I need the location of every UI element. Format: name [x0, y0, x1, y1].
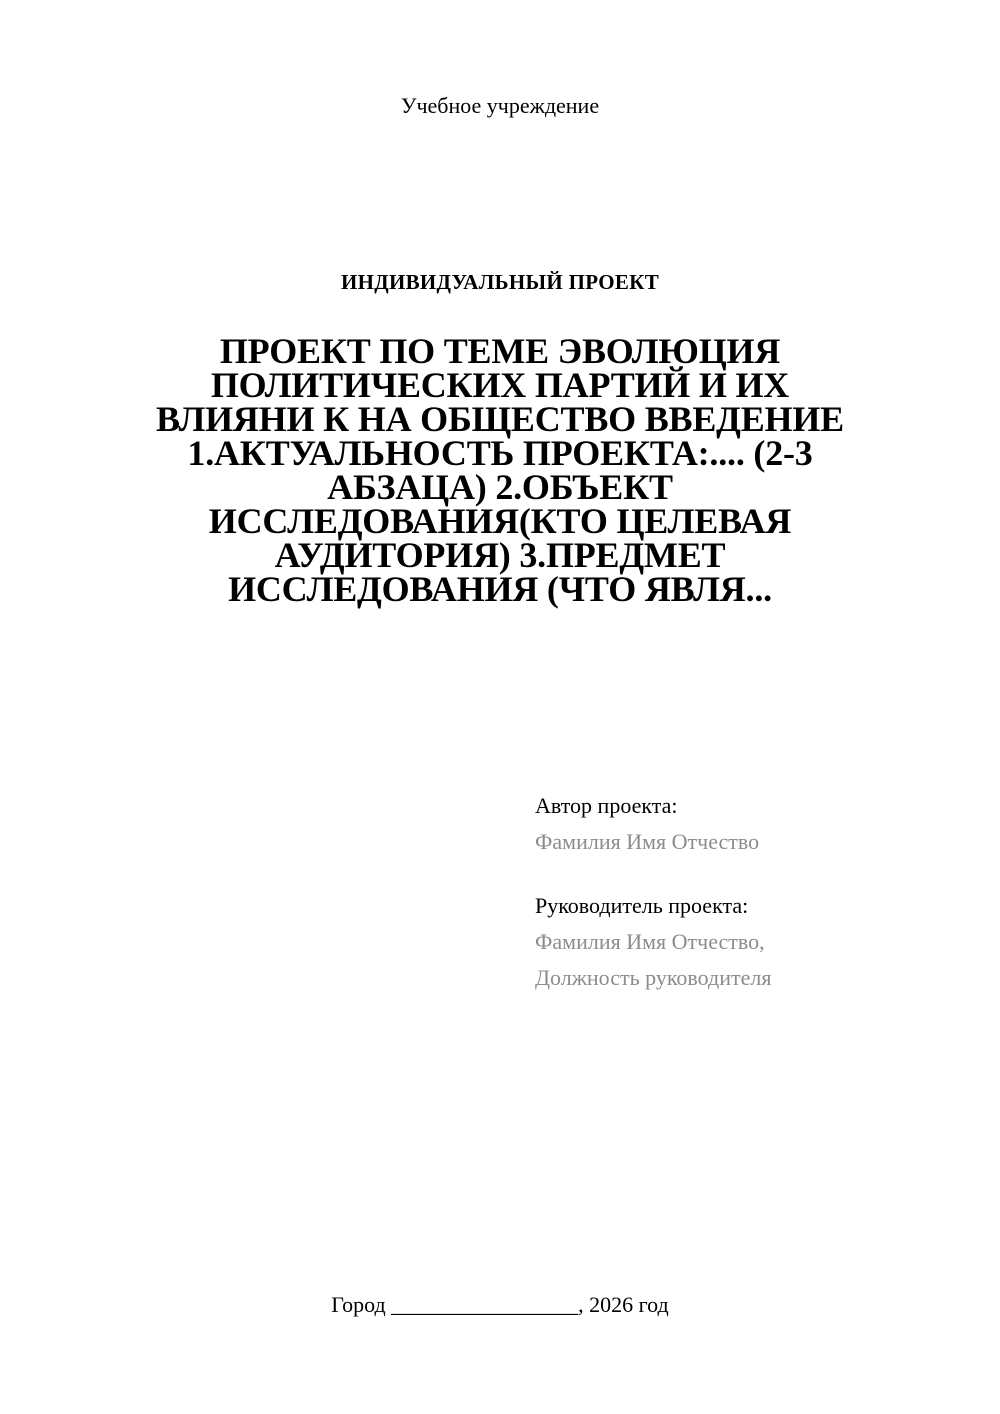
title-line: ВЛИЯНИ К НА ОБЩЕСТВО ВВЕДЕНИЕ — [156, 399, 844, 439]
supervisor-name-placeholder: Фамилия Имя Отчество, — [535, 929, 765, 954]
title-line: ПРОЕКТ ПО ТЕМЕ ЭВОЛЮЦИЯ — [219, 331, 781, 371]
title-line: ИССЛЕДОВАНИЯ(КТО ЦЕЛЕВАЯ — [208, 501, 792, 541]
title-line: ИССЛЕДОВАНИЯ (ЧТО ЯВЛЯ... — [228, 569, 772, 609]
authors-block — [535, 788, 955, 996]
title-line: АБЗАЦА) 2.ОБЪЕКТ — [327, 467, 673, 507]
title-line: АУДИТОРИЯ) 3.ПРЕДМЕТ — [274, 535, 726, 575]
project-title — [140, 331, 860, 609]
supervisor-label: Руководитель проекта: — [535, 893, 749, 918]
city-year-line: Город _________________, 2026 год — [331, 1292, 669, 1317]
title-line: ПОЛИТИЧЕСКИХ ПАРТИЙ И ИХ — [210, 365, 790, 405]
institution-name: Учебное учреждение — [400, 93, 600, 118]
spacer — [535, 860, 955, 888]
author-label: Автор проекта: — [535, 793, 678, 818]
author-name-placeholder: Фамилия Имя Отчество — [535, 829, 760, 854]
supervisor-position-placeholder: Должность руководителя — [535, 965, 772, 990]
project-type-heading: ИНДИВИДУАЛЬНЫЙ ПРОЕКТ — [340, 270, 660, 294]
title-line: 1.АКТУАЛЬНОСТЬ ПРОЕКТА:.... (2-3 — [187, 433, 813, 473]
